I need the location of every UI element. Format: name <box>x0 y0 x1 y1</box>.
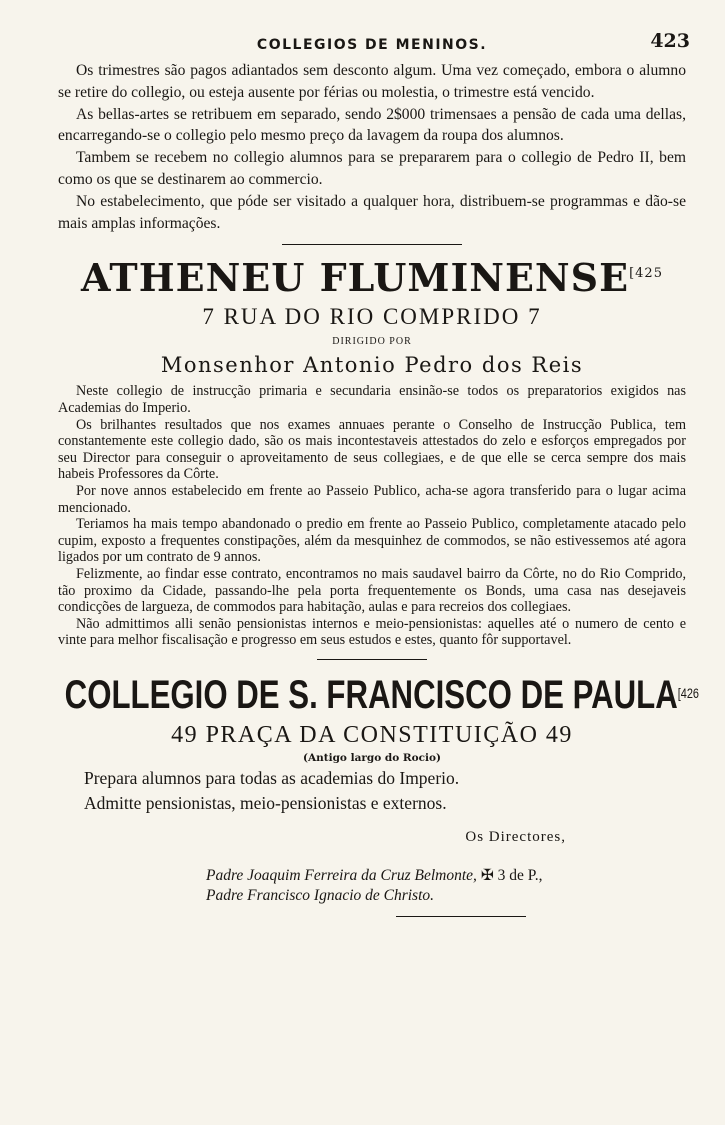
signer-name: Padre Francisco Ignacio de Christo. <box>206 886 435 904</box>
end-rule <box>396 916 526 917</box>
atheneu-advert <box>58 255 686 649</box>
collegio-prospectus <box>84 766 686 816</box>
running-head-title: COLLEGIOS DE MENINOS. <box>256 37 488 53</box>
signer-line <box>206 866 686 886</box>
intro-paragraph: As bellas-artes se retribuem em separado, sendo 2$000 trimensaes a pensão de cada uma dellas, encarregando-se o collegio pelo mesmo preço da lavagem da roupa dos alumnos. <box>58 105 686 145</box>
signer-line <box>206 886 686 906</box>
collegio-advert <box>58 670 699 906</box>
collegio-address: 49 PRAÇA DA CONSTITUIÇÃO 49 <box>171 721 573 748</box>
page-number: 423 <box>650 30 690 52</box>
signer-order: ✠ 3 de P., <box>480 866 543 884</box>
collegio-name: COLLEGIO DE S. FRANCISCO DE PAULA <box>64 672 678 717</box>
intro-paragraph: Tambem se recebem no collegio alumnos para se prepararem para o collegio de Pedro II, bem como os que se destinarem ao commercio. <box>58 149 686 188</box>
atheneu-paragraph: Não admittimos alli senão pensionistas internos e meio-pensionistas: aquelles até o numero de cento e vinte para melhor fiscalisação e progresso em seus estudos e estes, quanto fôr supportavel. <box>58 615 686 649</box>
intro-section <box>58 60 686 234</box>
page <box>58 30 699 917</box>
signer-name: Padre Joaquim Ferreira da Cruz Belmonte, <box>206 866 477 884</box>
atheneu-address: 7 RUA DO RIO COMPRIDO 7 <box>202 304 542 330</box>
atheneu-paragraph: Por nove annos estabelecido em frente ao Passeio Publico, acha-se agora transferido para o lugar acima mencionado. <box>58 482 686 516</box>
collegio-directors-label: Os Directores, <box>465 828 566 845</box>
collegio-heading <box>64 670 699 720</box>
atheneu-paragraph: Os brilhantes resultados que nos exames annuaes perante o Conselho de Instrucção Publica, tem constantemente este collegio dado, são os mais incontestaveis attestados do zelo e esforços empregados por seu Director para conseguir o aproveitamento de seus collegiaes, e de que elle se cerca sempre dos mais habeis Professores da Côrte. <box>58 416 686 483</box>
atheneu-heading <box>58 255 686 301</box>
collegio-line: Prepara alumnos para todas as academias do Imperio. <box>84 767 460 788</box>
running-head <box>58 30 690 60</box>
intro-paragraph: Os trimestres são pagos adiantados sem desconto algum. Uma vez começado, embora o alumno se retire do collegio, ou esteja ausente por férias ou molestia, o trimestre está vencido. <box>58 62 686 101</box>
atheneu-entry-number: [425 <box>629 266 663 282</box>
collegio-former-name: (Antigo largo do Rocio) <box>303 751 441 764</box>
collegio-entry-number: [426 <box>677 684 699 701</box>
atheneu-body <box>58 383 686 649</box>
atheneu-paragraph: Felizmente, ao findar esse contrato, encontramos no mais saudavel bairro da Côrte, no do Rio Comprido, tão proximo da Cidade, passando-lhe pela porta frequentemente os Bonds, uma casa nas desejaveis condicções de largueza, de commodos para habitação, aulas e para recreios dos collegiaes. <box>58 565 686 616</box>
atheneu-paragraph: Teriamos ha mais tempo abandonado o predio em frente ao Passeio Publico, completamente atacado pelo cupim, exposto a frequentes constipações, além da mesquinhez de commodos, se não estivessemos até agora ligados por um contrato de 9 annos. <box>58 516 686 566</box>
atheneu-name: ATHENEU FLUMINENSE <box>81 255 630 301</box>
atheneu-directed-by: DIRIGIDO POR <box>332 336 412 348</box>
atheneu-paragraph: Neste collegio de instrucção primaria e secundaria ensinão-se todos os preparatorios exigidos nas Academias do Imperio. <box>58 383 686 416</box>
atheneu-director: Monsenhor Antonio Pedro dos Reis <box>160 353 584 378</box>
divider-rule <box>317 659 427 660</box>
collegio-line: Admitte pensionistas, meio-pensionistas e externos. <box>84 792 447 813</box>
divider-rule <box>282 244 462 245</box>
collegio-signers <box>206 866 686 906</box>
intro-paragraph: No estabelecimento, que póde ser visitado a qualquer hora, distribuem-se programmas e dão-se mais amplas informações. <box>58 192 686 232</box>
